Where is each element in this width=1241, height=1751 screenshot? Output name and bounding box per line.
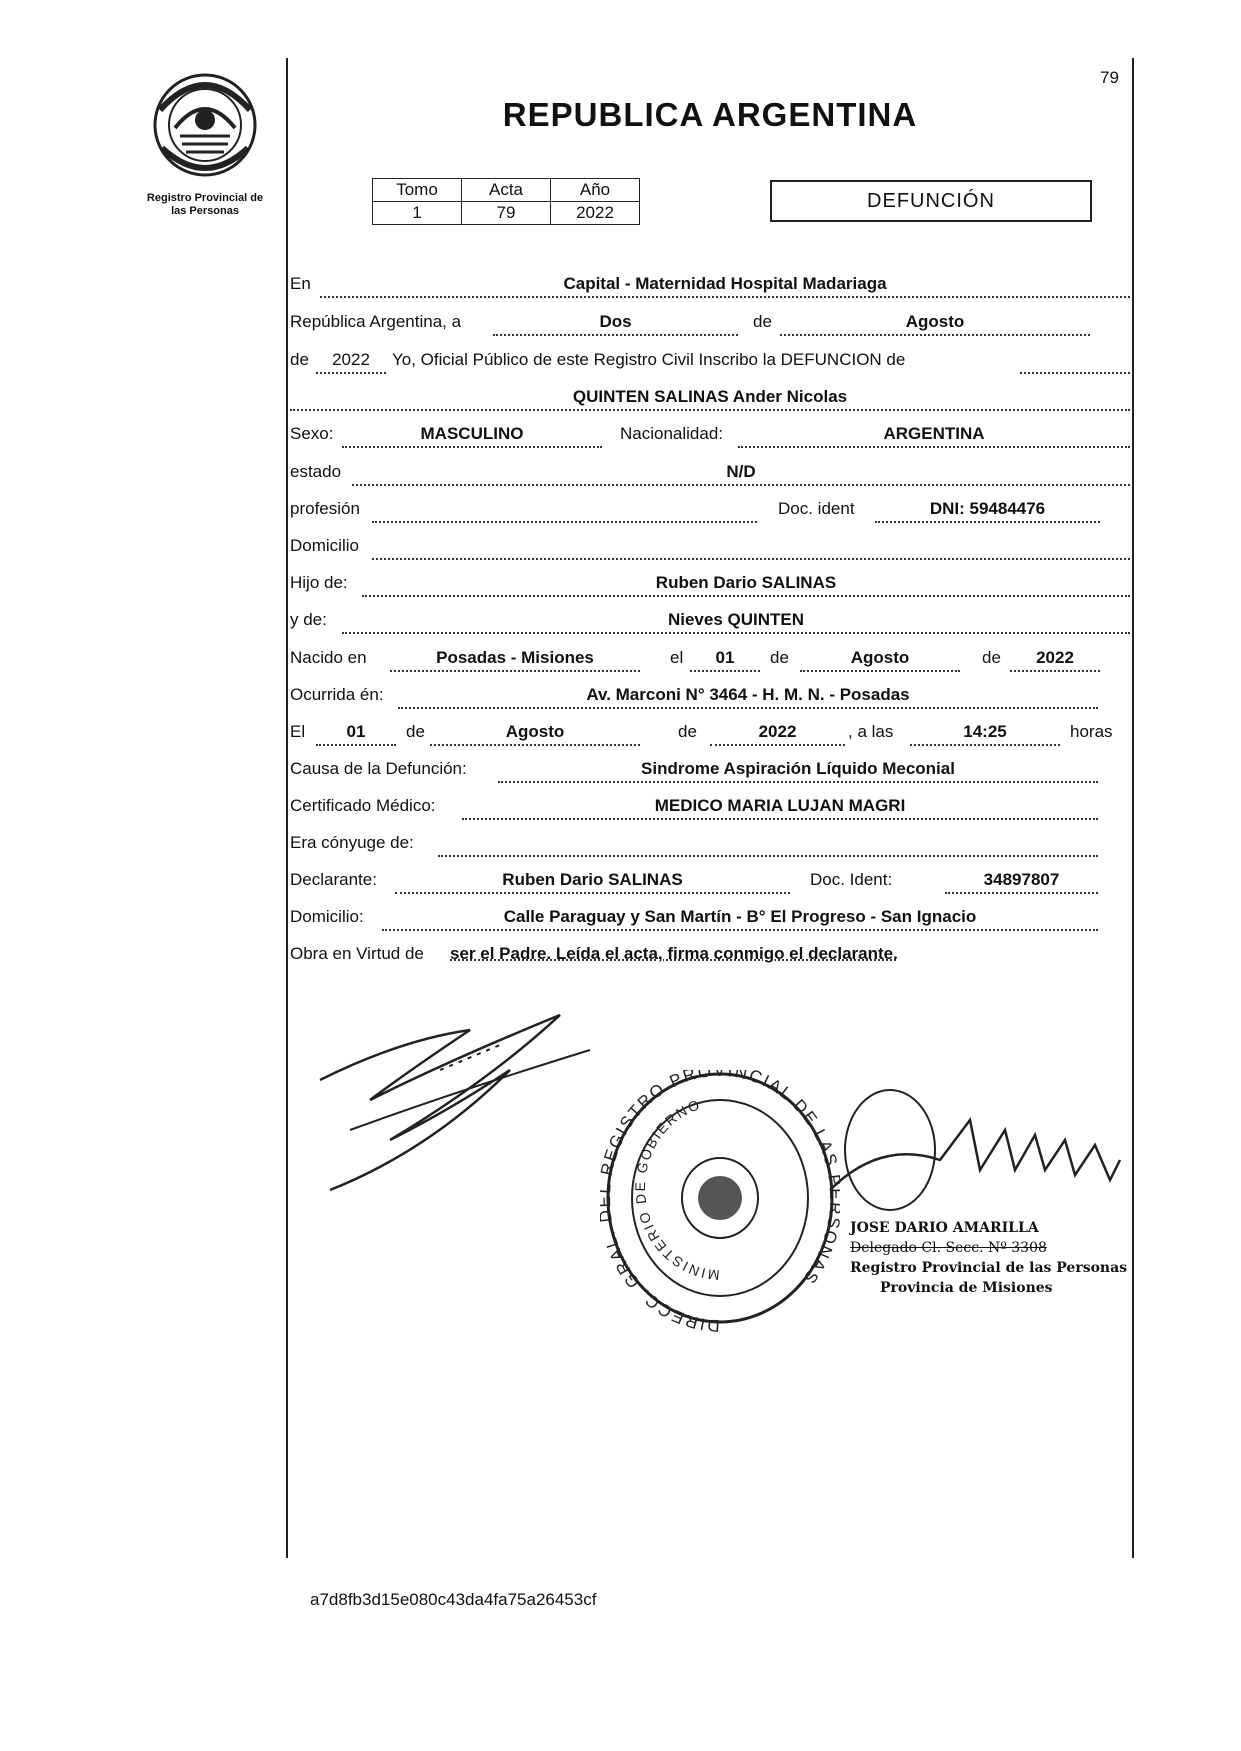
row-ocurrida <box>290 683 1130 707</box>
row-declarante <box>290 868 1130 892</box>
acta-value: 79 <box>462 202 551 225</box>
nacido-label: Nacido en <box>290 648 367 667</box>
nac-month-field: Agosto <box>800 646 960 672</box>
def-month-field: Agosto <box>430 720 640 746</box>
madre-field: Nieves QUINTEN <box>342 608 1130 634</box>
causa-field: Sindrome Aspiración Líquido Meconial <box>498 757 1098 783</box>
row-name <box>290 385 1130 409</box>
decl-doc-label: Doc. Ident: <box>810 870 893 889</box>
sexo-label: Sexo: <box>290 424 334 443</box>
profesion-field <box>372 497 757 523</box>
conyuge-label: Era cónyuge de: <box>290 833 414 852</box>
official-name: JOSE DARIO AMARILLA <box>850 1220 1039 1236</box>
profesion-label: profesión <box>290 499 360 518</box>
official-role: Delegado Cl. Secc. Nº 3308 <box>850 1240 1047 1256</box>
logo-caption <box>125 192 285 218</box>
domicilio-label: Domicilio <box>290 536 359 555</box>
row-decl-domicilio <box>290 905 1130 929</box>
row-sex <box>290 422 1130 446</box>
acta-header: Acta <box>462 179 551 202</box>
tomo-value: 1 <box>373 202 462 225</box>
doc-ident-label: Doc. ident <box>778 499 855 518</box>
doc-ident-field: DNI: 59484476 <box>875 497 1100 523</box>
row-oficial <box>290 348 1130 372</box>
estado-label: estado <box>290 462 342 481</box>
nac-de2-label: de <box>982 648 1001 667</box>
left-margin-line <box>286 58 288 1558</box>
nac-year-field: 2022 <box>1010 646 1100 672</box>
en-label: En <box>290 274 311 293</box>
volume-record-table <box>372 178 640 225</box>
def-de-label: de <box>406 722 425 741</box>
nac-day-field: 01 <box>690 646 760 672</box>
anio-value: 2022 <box>551 202 640 225</box>
def-de2-label: de <box>678 722 697 741</box>
obra-label: Obra en Virtud de <box>290 944 424 963</box>
month-field: Agosto <box>780 310 1090 336</box>
official-province: Provincia de Misiones <box>880 1280 1053 1296</box>
de2-label: de <box>290 350 309 369</box>
place-field: Capital - Maternidad Hospital Madariaga <box>320 272 1130 298</box>
page-number: 79 <box>1100 68 1119 87</box>
row-domicilio <box>290 534 1130 558</box>
nacionalidad-field: ARGENTINA <box>738 422 1130 448</box>
sexo-field: MASCULINO <box>342 422 602 448</box>
anio-header: Año <box>551 179 640 202</box>
deceased-name-field: QUINTEN SALINAS Ander Nicolas <box>290 385 1130 411</box>
nac-de-label: de <box>770 648 789 667</box>
row-madre <box>290 608 1130 632</box>
row-certificado <box>290 794 1130 818</box>
certificado-field: MEDICO MARIA LUJAN MAGRI <box>462 794 1098 820</box>
declarant-signature <box>310 1010 630 1210</box>
decl-doc-field: 34897807 <box>945 868 1098 894</box>
official-stamp-text <box>850 1218 1127 1298</box>
nacido-lugar-field: Posadas - Misiones <box>390 646 640 672</box>
official-office: Registro Provincial de las Personas <box>850 1260 1128 1276</box>
conyuge-field <box>438 831 1098 857</box>
row-place <box>290 272 1130 296</box>
logo-caption-line-1: Registro Provincial de <box>146 192 264 204</box>
row-date <box>290 310 1130 334</box>
def-day-field: 01 <box>316 720 396 746</box>
oficial-blank <box>1020 348 1130 374</box>
row-profesion <box>290 497 1130 521</box>
decl-domicilio-label: Domicilio: <box>290 907 364 926</box>
estado-field: N/D <box>352 460 1130 486</box>
year-field: 2022 <box>316 348 386 374</box>
record-type-box: DEFUNCIÓN <box>770 180 1092 222</box>
right-margin-line <box>1132 58 1134 1558</box>
declarante-label: Declarante: <box>290 870 377 889</box>
el2-label: El <box>290 722 306 741</box>
row-conyuge <box>290 831 1130 855</box>
nacionalidad-label: Nacionalidad: <box>620 424 724 443</box>
row-fecha-defuncion <box>290 720 1130 744</box>
yde-label: y de: <box>290 610 327 629</box>
row-estado <box>290 460 1130 484</box>
official-signature <box>820 1080 1140 1240</box>
obra-text: ser el Padre. Leída el acta, firma conmigo el declarante. <box>450 944 898 963</box>
def-time-field: 14:25 <box>910 720 1060 746</box>
row-obra <box>290 942 1130 966</box>
hijo-label: Hijo de: <box>290 573 348 592</box>
ocurrida-label: Ocurrida én: <box>290 685 384 704</box>
stamp-seal-icon <box>600 1070 840 1340</box>
document-title: REPUBLICA ARGENTINA <box>502 96 918 133</box>
row-causa <box>290 757 1130 781</box>
padre-field: Ruben Dario SALINAS <box>362 571 1130 597</box>
ocurrida-field: Av. Marconi N° 3464 - H. M. N. - Posadas <box>398 683 1098 709</box>
stamp-inner-text: MINISTERIO DE GOBIERNO <box>631 1095 721 1284</box>
decl-domicilio-field: Calle Paraguay y San Martín - B° El Progreso - San Ignacio <box>382 905 1098 931</box>
seal-icon <box>150 70 260 180</box>
def-year-field: 2022 <box>710 720 845 746</box>
domicilio-field <box>372 534 1130 560</box>
row-padre <box>290 571 1130 595</box>
official-stamp <box>600 1070 840 1340</box>
province-seal-logo <box>150 70 260 180</box>
row-nacido <box>290 646 1130 670</box>
logo-caption-line-2: las Personas <box>171 205 239 217</box>
el-label: el <box>670 648 684 667</box>
causa-label: Causa de la Defunción: <box>290 759 467 778</box>
document-hash: a7d8fb3d15e080c43da4fa75a26453cf <box>310 1590 597 1609</box>
declarante-field: Ruben Dario SALINAS <box>395 868 790 894</box>
republica-label: República Argentina, a <box>290 312 462 331</box>
de-label: de <box>753 312 772 331</box>
day-word-field: Dos <box>493 310 738 336</box>
stamp-ring-text: DIRECC. GRAL. EGISTRO PROVINCIAL DE LAS ONAS <box>600 1070 840 1336</box>
oficial-text: Yo, Oficial Público de este Registro Civil Inscribo la DEFUNCION de <box>392 350 906 369</box>
horas-label: horas <box>1070 722 1113 741</box>
tomo-header: Tomo <box>373 179 462 202</box>
alas-label: , a las <box>848 722 894 741</box>
certificado-label: Certificado Médico: <box>290 796 436 815</box>
